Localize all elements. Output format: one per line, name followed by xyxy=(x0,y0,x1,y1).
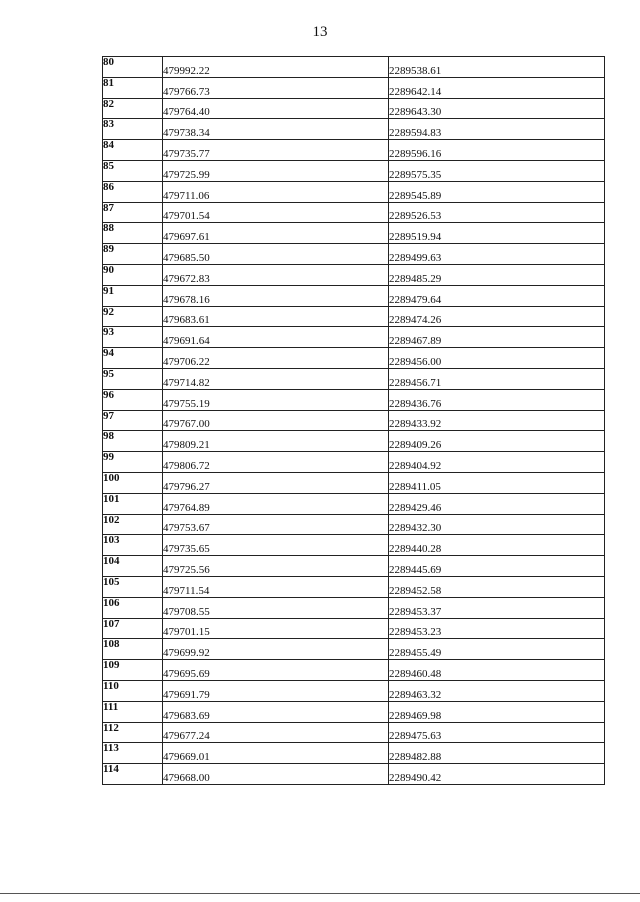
table-row xyxy=(103,743,605,764)
y-coordinate-cell: 2289432.30 xyxy=(389,514,605,535)
table-row xyxy=(103,660,605,681)
x-coordinate-cell: 479764.89 xyxy=(163,493,389,514)
y-coordinate-cell: 2289485.29 xyxy=(389,264,605,285)
table-row xyxy=(103,140,605,161)
table-row xyxy=(103,57,605,78)
y-coordinate-cell: 2289596.16 xyxy=(389,140,605,161)
x-coordinate-cell: 479691.64 xyxy=(163,327,389,348)
y-coordinate-cell: 2289411.05 xyxy=(389,472,605,493)
point-number-cell: 99 xyxy=(103,452,163,473)
point-number-cell: 84 xyxy=(103,140,163,161)
point-number-cell: 105 xyxy=(103,576,163,597)
point-number-cell: 107 xyxy=(103,618,163,639)
table-row xyxy=(103,535,605,556)
point-number-cell: 100 xyxy=(103,472,163,493)
x-coordinate-cell: 479701.54 xyxy=(163,202,389,223)
y-coordinate-cell: 2289453.23 xyxy=(389,618,605,639)
y-coordinate-cell: 2289469.98 xyxy=(389,701,605,722)
x-coordinate-cell: 479764.40 xyxy=(163,98,389,119)
x-coordinate-cell: 479992.22 xyxy=(163,57,389,78)
x-coordinate-cell: 479678.16 xyxy=(163,285,389,306)
table-row xyxy=(103,576,605,597)
x-coordinate-cell: 479672.83 xyxy=(163,264,389,285)
x-coordinate-cell: 479695.69 xyxy=(163,660,389,681)
y-coordinate-cell: 2289519.94 xyxy=(389,223,605,244)
point-number-cell: 98 xyxy=(103,431,163,452)
x-coordinate-cell: 479691.79 xyxy=(163,680,389,701)
point-number-cell: 102 xyxy=(103,514,163,535)
table-row xyxy=(103,618,605,639)
point-number-cell: 88 xyxy=(103,223,163,244)
table-row xyxy=(103,493,605,514)
y-coordinate-cell: 2289479.64 xyxy=(389,285,605,306)
x-coordinate-cell: 479711.54 xyxy=(163,576,389,597)
point-number-cell: 80 xyxy=(103,57,163,78)
y-coordinate-cell: 2289482.88 xyxy=(389,743,605,764)
table-row xyxy=(103,77,605,98)
table-row xyxy=(103,244,605,265)
point-number-cell: 82 xyxy=(103,98,163,119)
y-coordinate-cell: 2289643.30 xyxy=(389,98,605,119)
table-row xyxy=(103,701,605,722)
y-coordinate-cell: 2289474.26 xyxy=(389,306,605,327)
y-coordinate-cell: 2289456.71 xyxy=(389,368,605,389)
y-coordinate-cell: 2289642.14 xyxy=(389,77,605,98)
x-coordinate-cell: 479796.27 xyxy=(163,472,389,493)
point-number-cell: 97 xyxy=(103,410,163,431)
table-row xyxy=(103,680,605,701)
y-coordinate-cell: 2289456.00 xyxy=(389,348,605,369)
point-number-cell: 104 xyxy=(103,556,163,577)
table-row xyxy=(103,472,605,493)
y-coordinate-cell: 2289526.53 xyxy=(389,202,605,223)
y-coordinate-cell: 2289436.76 xyxy=(389,389,605,410)
y-coordinate-cell: 2289452.58 xyxy=(389,576,605,597)
x-coordinate-cell: 479725.99 xyxy=(163,160,389,181)
y-coordinate-cell: 2289429.46 xyxy=(389,493,605,514)
table-row xyxy=(103,98,605,119)
point-number-cell: 112 xyxy=(103,722,163,743)
table-row xyxy=(103,514,605,535)
table-row xyxy=(103,389,605,410)
table-row xyxy=(103,764,605,785)
point-number-cell: 83 xyxy=(103,119,163,140)
y-coordinate-cell: 2289433.92 xyxy=(389,410,605,431)
x-coordinate-cell: 479677.24 xyxy=(163,722,389,743)
point-number-cell: 94 xyxy=(103,348,163,369)
point-number-cell: 81 xyxy=(103,77,163,98)
x-coordinate-cell: 479735.65 xyxy=(163,535,389,556)
point-number-cell: 86 xyxy=(103,181,163,202)
table-row xyxy=(103,285,605,306)
x-coordinate-cell: 479685.50 xyxy=(163,244,389,265)
x-coordinate-cell: 479711.06 xyxy=(163,181,389,202)
point-number-cell: 101 xyxy=(103,493,163,514)
y-coordinate-cell: 2289499.63 xyxy=(389,244,605,265)
point-number-cell: 108 xyxy=(103,639,163,660)
y-coordinate-cell: 2289575.35 xyxy=(389,160,605,181)
point-number-cell: 103 xyxy=(103,535,163,556)
table-row xyxy=(103,306,605,327)
x-coordinate-cell: 479767.00 xyxy=(163,410,389,431)
x-coordinate-cell: 479738.34 xyxy=(163,119,389,140)
y-coordinate-cell: 2289404.92 xyxy=(389,452,605,473)
x-coordinate-cell: 479706.22 xyxy=(163,348,389,369)
point-number-cell: 85 xyxy=(103,160,163,181)
x-coordinate-cell: 479714.82 xyxy=(163,368,389,389)
x-coordinate-cell: 479668.00 xyxy=(163,764,389,785)
coordinates-table xyxy=(102,56,605,785)
table-row xyxy=(103,639,605,660)
x-coordinate-cell: 479755.19 xyxy=(163,389,389,410)
point-number-cell: 92 xyxy=(103,306,163,327)
point-number-cell: 113 xyxy=(103,743,163,764)
point-number-cell: 106 xyxy=(103,597,163,618)
point-number-cell: 114 xyxy=(103,764,163,785)
point-number-cell: 91 xyxy=(103,285,163,306)
y-coordinate-cell: 2289460.48 xyxy=(389,660,605,681)
y-coordinate-cell: 2289440.28 xyxy=(389,535,605,556)
table-row xyxy=(103,119,605,140)
point-number-cell: 89 xyxy=(103,244,163,265)
table-row xyxy=(103,431,605,452)
x-coordinate-cell: 479766.73 xyxy=(163,77,389,98)
point-number-cell: 111 xyxy=(103,701,163,722)
x-coordinate-cell: 479697.61 xyxy=(163,223,389,244)
table-row xyxy=(103,368,605,389)
table-row xyxy=(103,264,605,285)
x-coordinate-cell: 479708.55 xyxy=(163,597,389,618)
table-row xyxy=(103,597,605,618)
y-coordinate-cell: 2289463.32 xyxy=(389,680,605,701)
table-row xyxy=(103,556,605,577)
y-coordinate-cell: 2289409.26 xyxy=(389,431,605,452)
y-coordinate-cell: 2289467.89 xyxy=(389,327,605,348)
table-row xyxy=(103,410,605,431)
y-coordinate-cell: 2289475.63 xyxy=(389,722,605,743)
y-coordinate-cell: 2289445.69 xyxy=(389,556,605,577)
table-row xyxy=(103,452,605,473)
x-coordinate-cell: 479669.01 xyxy=(163,743,389,764)
y-coordinate-cell: 2289453.37 xyxy=(389,597,605,618)
y-coordinate-cell: 2289538.61 xyxy=(389,57,605,78)
point-number-cell: 109 xyxy=(103,660,163,681)
table-row xyxy=(103,327,605,348)
x-coordinate-cell: 479699.92 xyxy=(163,639,389,660)
x-coordinate-cell: 479683.69 xyxy=(163,701,389,722)
table-row xyxy=(103,223,605,244)
x-coordinate-cell: 479725.56 xyxy=(163,556,389,577)
x-coordinate-cell: 479806.72 xyxy=(163,452,389,473)
table-row xyxy=(103,202,605,223)
point-number-cell: 96 xyxy=(103,389,163,410)
x-coordinate-cell: 479735.77 xyxy=(163,140,389,161)
y-coordinate-cell: 2289594.83 xyxy=(389,119,605,140)
x-coordinate-cell: 479753.67 xyxy=(163,514,389,535)
table-row xyxy=(103,348,605,369)
x-coordinate-cell: 479701.15 xyxy=(163,618,389,639)
x-coordinate-cell: 479683.61 xyxy=(163,306,389,327)
table-row xyxy=(103,181,605,202)
footer-divider xyxy=(0,893,640,894)
point-number-cell: 95 xyxy=(103,368,163,389)
table-row xyxy=(103,722,605,743)
point-number-cell: 93 xyxy=(103,327,163,348)
table-row xyxy=(103,160,605,181)
point-number-cell: 110 xyxy=(103,680,163,701)
x-coordinate-cell: 479809.21 xyxy=(163,431,389,452)
point-number-cell: 90 xyxy=(103,264,163,285)
y-coordinate-cell: 2289545.89 xyxy=(389,181,605,202)
coordinates-table-body xyxy=(103,57,605,785)
y-coordinate-cell: 2289455.49 xyxy=(389,639,605,660)
page-number: 13 xyxy=(312,24,328,40)
point-number-cell: 87 xyxy=(103,202,163,223)
y-coordinate-cell: 2289490.42 xyxy=(389,764,605,785)
